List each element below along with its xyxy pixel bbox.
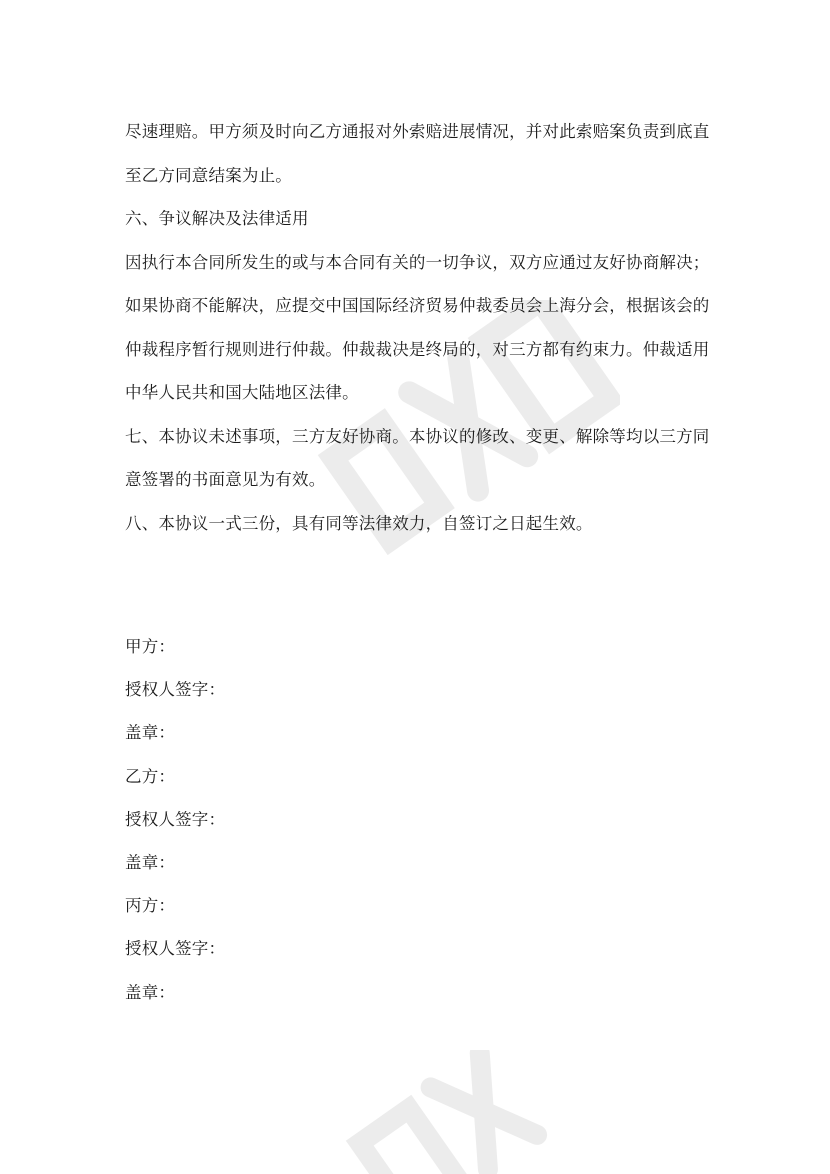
section-eight: 八、本协议一式三份，具有同等法律效力，自签订之日起生效。 [125, 513, 593, 533]
body-line-4: 因执行本合同所发生的或与本合同有关的一切争议，双方应通过友好协商解决； [125, 252, 710, 272]
watermark-graphic-bottom [330, 1050, 590, 1174]
body-line-2: 至乙方同意结案为止。 [125, 165, 292, 185]
party-a-label: 甲方： [125, 637, 176, 656]
party-c-label: 丙方： [125, 896, 176, 916]
party-c-signatory-label: 授权人签字： [125, 939, 226, 959]
section-seven-line-2: 意签署的书面意见为有效。 [125, 470, 326, 489]
party-a-seal-label: 盖章： [125, 723, 176, 743]
party-b-signatory-label: 授权人签字： [125, 809, 226, 829]
signature-block [125, 625, 525, 1014]
party-b-seal-label: 盖章： [125, 852, 176, 872]
body-line-6: 仲裁程序暂行规则进行仲裁。仲裁裁决是终局的，对三方都有约束力。仲裁适用 [125, 339, 710, 359]
body-line-5: 如果协商不能解决，应提交中国国际经济贸易仲裁委员会上海分会，根据该会的 [125, 296, 710, 315]
party-a-signatory-label: 授权人签字： [125, 680, 226, 700]
party-b-label: 乙方： [125, 766, 176, 786]
section-seven-line-1: 七、本协议未述事项，三方友好协商。本协议的修改、变更、解除等均以三方同 [125, 426, 710, 446]
body-line-1: 尽速理赔。甲方须及时向乙方通报对外索赔进展情况，并对此索赔案负责到底直 [125, 122, 710, 141]
body-line-7: 中华人民共和国大陆地区法律。 [125, 383, 359, 402]
agreement-body [125, 110, 715, 545]
section-heading-dispute: 六、争议解决及法律适用 [125, 209, 309, 228]
party-c-seal-label: 盖章： [125, 982, 176, 1002]
